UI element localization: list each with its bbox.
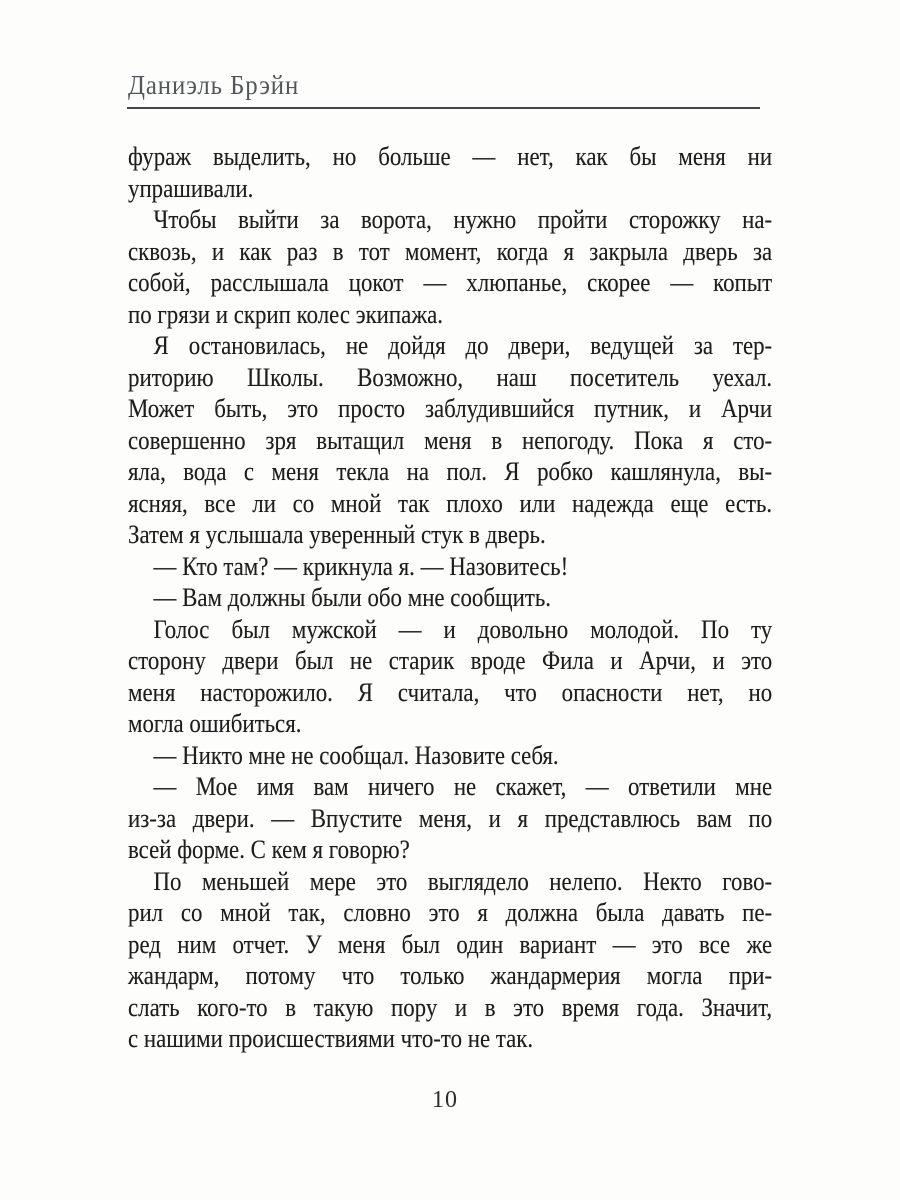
- running-header: [128, 70, 772, 100]
- paragraph: [128, 141, 772, 204]
- text-line: — Никто мне не сообщал. Назовите себя.: [153, 740, 559, 770]
- text-line: сторону двери был не старик вроде Фила и Арчи, и это: [128, 646, 773, 675]
- text-line: Затем я услышала уверенный стук в дверь.: [128, 520, 546, 549]
- header-rule: [127, 107, 760, 109]
- text-line: фураж выделить, но больше — нет, как бы меня ни: [128, 142, 773, 171]
- paragraph: [128, 866, 772, 1055]
- paragraph-dialogue: [128, 771, 772, 866]
- text-line: — Кто там? — крикнула я. — Назовитесь!: [153, 551, 569, 581]
- paragraph-dialogue: [128, 740, 772, 772]
- text-line: упрашивали.: [128, 173, 254, 203]
- text-line: Чтобы выйти за ворота, нужно пройти сторожку на-: [153, 205, 773, 234]
- text-line: собой, расслышала цокот — хлюпанье, скорее — копыт: [128, 268, 773, 297]
- text-line: ясняя, все ли со мной так плохо или надежда еще есть.: [128, 488, 773, 518]
- text-line: По меньшей мере это выглядело нелепо. Некто гово-: [153, 866, 773, 896]
- text-line: — Мое имя вам ничего не скажет, — ответили мне: [153, 772, 773, 801]
- text-line: ред ним отчет. У меня был один вариант — это все же: [128, 929, 773, 959]
- text-line: жандарм, потому что только жандармерия могла при-: [128, 961, 773, 990]
- text-line: слать кого-то в такую пору и в это время года. Значит,: [128, 992, 773, 1022]
- text-line: рил со мной так, словно это я должна была давать пе-: [128, 898, 773, 927]
- text-line: Я остановилась, не дойдя до двери, ведущей за тер-: [153, 331, 773, 360]
- text-line: совершенно зря вытащил меня в непогоду. Пока я сто-: [128, 425, 773, 455]
- text-line: всей форме. С кем я говорю?: [128, 835, 410, 864]
- text-line: яла, вода с меня текла на пол. Я робко кашлянула, вы-: [128, 457, 773, 486]
- page-text-block: [128, 141, 772, 1055]
- text-line: по грязи и скрип колес экипажа.: [128, 299, 444, 329]
- text-line: могла ошибиться.: [128, 709, 302, 738]
- text-line: из-за двери. — Впустите меня, и я представлюсь вам по: [128, 803, 773, 833]
- page-number: 10: [432, 1087, 458, 1113]
- text-line: Может быть, это просто заблудившийся путник, и Арчи: [128, 394, 773, 423]
- text-line: сквозь, и как раз в тот момент, когда я закрыла дверь за: [128, 236, 773, 266]
- text-line: с нашими происшествиями что-то не так.: [128, 1024, 534, 1053]
- running-header-author: Даниэль Брэйн: [128, 70, 300, 100]
- paragraph: [128, 204, 772, 330]
- text-line: меня насторожило. Я считала, что опасности нет, но: [128, 677, 773, 707]
- text-line: риторию Школы. Возможно, наш посетитель уехал.: [128, 362, 773, 392]
- text-line: — Вам должны были обо мне сообщить.: [153, 583, 552, 612]
- paragraph: [128, 614, 772, 740]
- paragraph: [128, 330, 772, 551]
- paragraph-dialogue: [128, 551, 772, 583]
- text-line: Голос был мужской — и довольно молодой. По ту: [153, 614, 773, 644]
- paragraph-dialogue: [128, 582, 772, 614]
